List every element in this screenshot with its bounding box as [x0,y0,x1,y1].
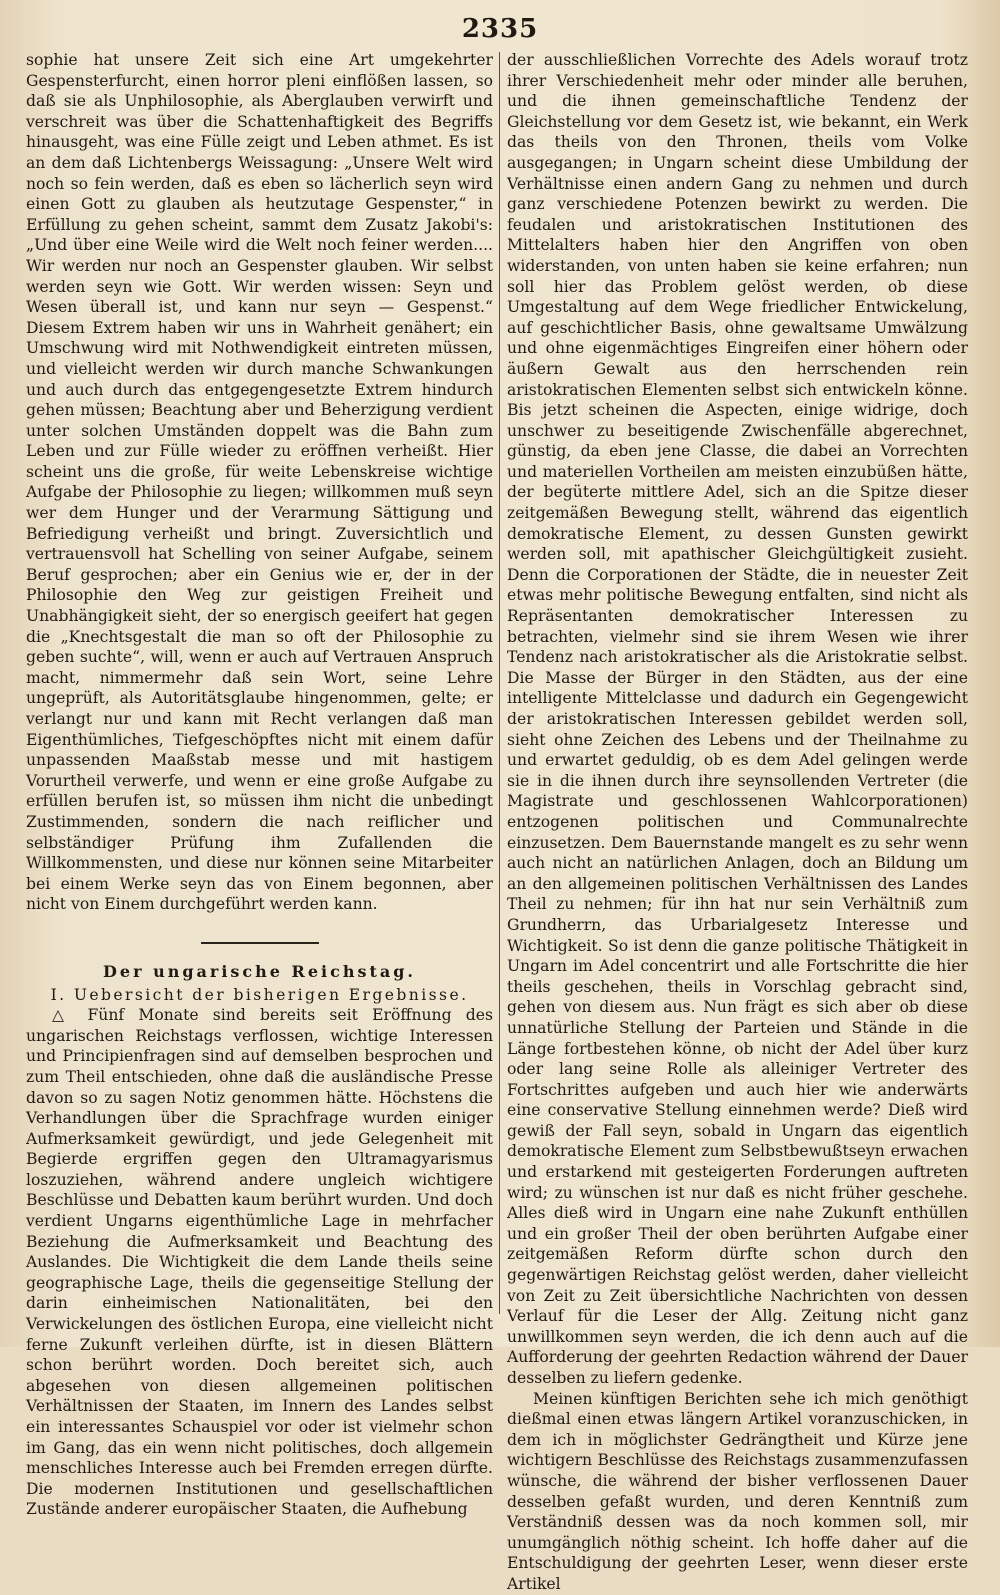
right-column [507,50,968,1595]
column-divider [499,52,500,1314]
philosophy-paragraph: sophie hat unsere Zeit sich eine Art umgekehrter Gespensterfurcht, einen horror pleni einflößen lassen, so daß sie als Unphilosophie, als Aberglauben verwirft und verschreit was über die Schattenhaftigkeit des Begriffs hinausgeht, was eine Fülle zeigt und Leben athmet. Es ist an dem daß Lichtenbergs Weissagung: „Unsere Welt wird noch so fein werden, daß es eben so lächerlich seyn wird einen Gott zu glauben als heutzutage Gespenster,“ in Erfüllung zu gehen scheint, sammt dem Zusatz Jakobi's: „Und über eine Weile wird die Welt noch feiner werden.... Wir werden nur noch an Gespenster glauben. Wir selbst werden seyn wie Gott. Wir werden wissen: Seyn und Wesen überall ist, und kann nur seyn — Gespenst.“ Diesem Extrem haben wir uns in Wahrheit genähert; ein Umschwung wird mit Nothwendigkeit eintreten müssen, und vielleicht werden wir durch manche Schwankungen und auch durch das entgegengesetzte Extrem hindurch gehen müssen; Beachtung aber und Beherzigung verdient unter solchen Umständen doppelt was die Bahn zum Leben und zur Fülle wieder zu eröffnen verheißt. Hier scheint uns die große, für weite Lebenskreise wichtige Aufgabe der Philosophie zu liegen; willkommen muß seyn wer dem Hunger und der Verarmung Sättigung und Befriedigung verheißt und bringt. Zuversichtlich und vertrauensvoll hat Schelling von seiner Aufgabe, seinem Beruf gesprochen; aber ein Genius wie er, der in der Philosophie den Weg zur geistigen Freiheit und Unabhängigkeit sieht, der so energisch geeifert hat gegen die „Knechtsgestalt die man so oft der Philosophie zu geben suchte“, will, wenn er auch auf Vertrauen Anspruch macht, nimmermehr daß sein Wort, seine Lehre ungeprüft, als Autoritätsglaube hingenommen, gelte; er verlangt nur und kann mit Recht verlangen daß man Eigenthümliches, Tiefgeschöpftes nicht mit einem dafür unpassenden Maaßstab messe und mit hastigem Vorurtheil verwerfe, und wenn er eine große Aufgabe zu erfüllen berufen ist, so müssen ihm nicht die unbedingt Zustimmenden, sondern die nach reiflicher und selbständiger Prüfung ihm Zufallenden die Willkommensten, und diese nur können seine Mitarbeiter bei einem Werke seyn das von Einem begonnen, aber nicht von Einem durchgeführt werden kann. [26,51,493,914]
reform-paragraph: der ausschließlichen Vorrechte des Adels worauf trotz ihrer Verschiedenheit mehr oder minder alle beruhen, und die ihnen gemeinschaftliche Tendenz der Gleichstellung vor dem Gesetz ist, wie bekannt, ein Werk das theils von den Thronen, theils vom Volke ausgegangen; in Ungarn scheint diese Umbildung der Verhältnisse einen andern Gang zu nehmen und durch ganz verschiedene Potenzen bewirkt zu werden. Die feudalen und aristokratischen Institutionen des Mittelalters haben hier den Angriffen von oben widerstanden, von unten haben sie keine erfahren; nun soll hier das Problem gelöst werden, ob diese Umgestaltung auf dem Wege friedlicher Entwickelung, auf geschichtlicher Basis, ohne gewaltsame Umwälzung und ohne eigenmächtiges Eingreifen einer höhern oder äußern Gewalt aus den herrschenden rein aristokratischen Elementen selbst sich entwickeln könne. Bis jetzt scheinen die Aspecten, einige widrige, doch unschwer zu beseitigende Zwischenfälle abgerechnet, günstig, da eben jene Classe, die dabei an Vorrechten und materiellen Vortheilen am meisten einzubüßen hätte, der begüterte mittlere Adel, sich an die Spitze dieser zeitgemäßen Bewegung stellt, während das eigentlich demokratische Element, zu dessen Gunsten gewirkt werden soll, mit apathischer Gleichgültigkeit zusieht. Denn die Corporationen der Städte, die in neuester Zeit etwas mehr politische Bewegung entfalten, sind nicht als Repräsentanten demokratischer Interessen zu betrachten, vielmehr sind sie ihrem Wesen wie ihrer Tendenz nach aristokratischer als die Aristokratie selbst. Die Masse der Bürger in den Städten, aus der eine intelligente Mittelclasse und dadurch ein Gegengewicht der aristokratischen Interessen gebildet werden soll, sieht ohne Zeichen des Lebens und der Theilnahme zu und erwartet geduldig, ob es dem Adel gelingen werde sie in die ihnen durch ihre seynsollenden Vertreter (die Magistrate und geschlossenen Wahlcorporationen) entzogenen politischen und Communalrechte einzusetzen. Dem Bauernstande mangelt es zu sehr wenn auch nicht an natürlichen Anlagen, doch an Bildung um an den allgemeinen politischen Verhältnissen des Landes Theil zu nehmen; für ihn hat nur sein Verhältniß zum Grundherrn, das Urbarialgesetz Interesse und Wichtigkeit. So ist denn die ganze politische Thätigkeit in Ungarn im Adel concentrirt und alle Fortschritte die hier theils geschehen, theils in Vorschlag gebracht sind, gehen von diesem aus. Nun frägt es sich aber ob diese unnatürliche Stellung der Parteien und Stände in die Länge fortbestehen könne, ob nicht der Adel über kurz oder lang seine Rolle als alleiniger Vertreter des Fortschrittes aufgeben und auch hier wie anderwärts eine conservative Stellung einnehmen werde? Dieß wird gewiß der Fall seyn, sobald in Ungarn das eigentlich demokratische Element zum Selbstbewußtseyn erwachen und erstarkend mit gesteigerten Forderungen auftreten wird; zu wünschen ist nur daß es nicht früher geschehe. Alles dieß wird in Ungarn eine nahe Zukunft enthüllen und ein großer Theil der oben berührten Aufgabe einer zeitgemäßen Reform dürfte schon durch den gegenwärtigen Reichstag gelöst werden, daher vielleicht von Zeit zu Zeit übersichtliche Nachrichten von dessen Verlauf für die Leser der Allg. Zeitung nicht ganz unwillkommen seyn werden, die ich denn auch auf die Aufforderung der geehrten Redaction während der Dauer desselben zu liefern gedenke. [507,51,968,1387]
section-subtitle: I. Uebersicht der bisherigen Ergebnisse. [50,985,469,1004]
section-divider-rule [201,942,319,944]
future-reports-paragraph: Meinen künftigen Berichten sehe ich mich genöthigt dießmal einen etwas längern Artikel voranzuschicken, in dem ich in möglichster Gedrängtheit und Kürze jene wichtigern Beschlüsse des Reichstags zusammenzufassen wünsche, die während der bisher verflossenen Dauer desselben gefaßt wurden, und deren Kenntniß zum Verständniß dessen was da noch kommen soll, mir unumgänglich nöthig scheint. Ich hoffe daher auf die Entschuldigung der geehrten Leser, wenn dieser erste Artikel [507,1389,968,1593]
page-number: 2335 [461,14,539,44]
section-title: Der ungarische Reichstag. [103,961,416,981]
reichstag-paragraph: △ Fünf Monate sind bereits seit Eröffnung des ungarischen Reichstags verflossen, wichtige Interessen und Principienfragen sind auf demselben besprochen und zum Theil entschieden, ohne daß die ausländische Presse davon so zu sagen Notiz genommen hätte. Höchstens die Verhandlungen über die Sprachfrage wurden einiger Aufmerksamkeit gewürdigt, und jede Gelegenheit mit Begierde ergriffen gegen den Ultramagyarismus loszuziehen, während andere ungleich wichtigere Beschlüsse und Debatten kaum berührt wurden. Und doch verdient Ungarns eigenthümliche Lage in mehrfacher Beziehung die Aufmerksamkeit und Beachtung des Auslandes. Die Wichtigkeit die dem Lande theils seine geographische Lage, theils die gegenseitige Stellung der darin einheimischen Nationalitäten, bei den Verwickelungen des östlichen Europa, eine vielleicht nicht ferne Zukunft verleihen dürfte, ist in diesen Blättern schon berührt worden. Doch bereitet sich, auch abgesehen von diesen allgemeinen politischen Verhältnissen der Staaten, im Innern des Landes selbst ein interessantes Schauspiel vor oder ist vielmehr schon im Gang, das ein wenn nicht politisches, doch allgemein menschliches Interesse auch bei Fremden erregen dürfte. Die modernen Institutionen und gesellschaftlichen Zustände anderer europäischer Staaten, die Aufhebung [26,1006,493,1519]
left-column [26,50,493,1520]
